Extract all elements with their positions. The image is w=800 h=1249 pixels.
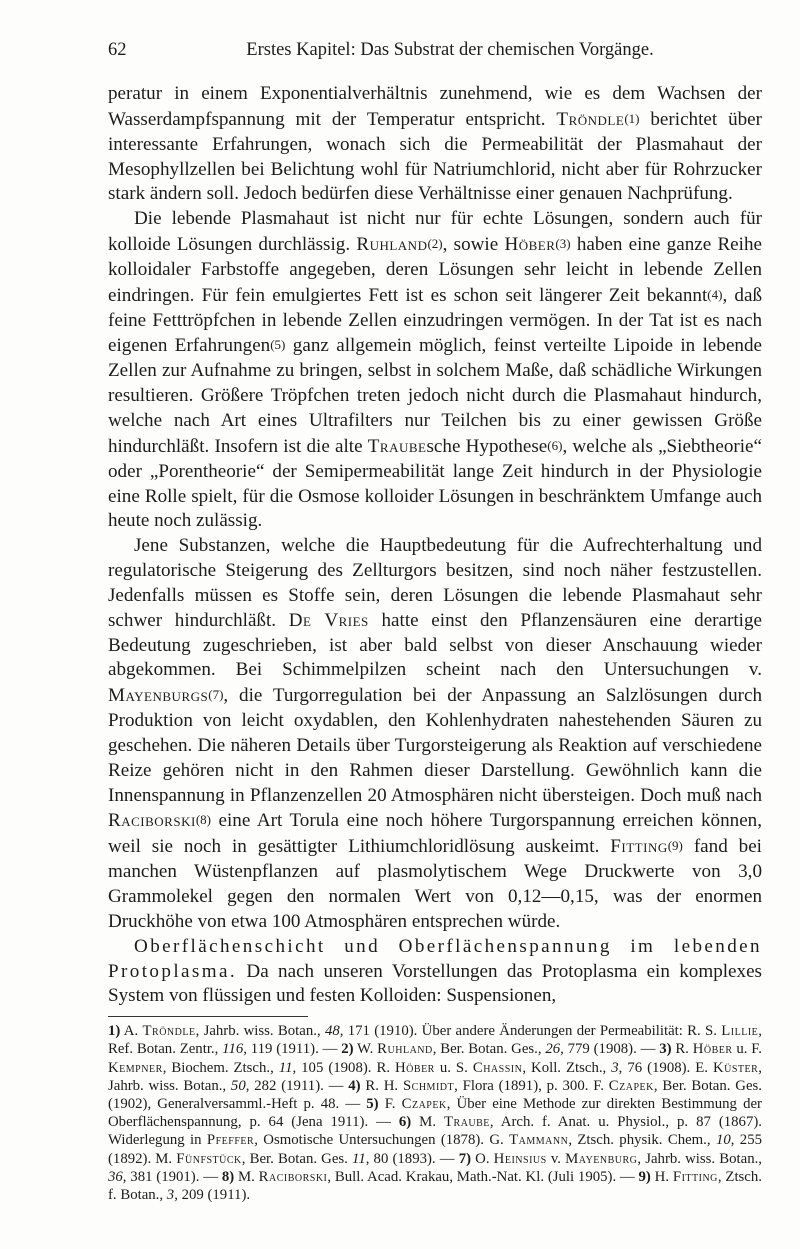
author-name: Höber <box>504 234 556 256</box>
fn-volume: 116 <box>222 1041 244 1058</box>
footnote-ref: (7) <box>208 687 224 703</box>
fn-text: A. <box>120 1023 143 1040</box>
footnote-ref: (5) <box>270 337 286 353</box>
fn-text: , 381 (1901). — <box>122 1168 222 1185</box>
fn-author: Raciborski <box>258 1168 328 1185</box>
footnotes <box>108 1022 762 1204</box>
fn-author: Höber <box>692 1041 733 1058</box>
footnote-number: 5) <box>366 1096 379 1113</box>
footnote-number: 2) <box>341 1041 354 1058</box>
fn-author: Tammann <box>509 1132 569 1149</box>
fn-author: Mayenburg <box>565 1150 638 1167</box>
fn-text: , Jahrb. wiss. Botan., <box>108 1059 762 1094</box>
fn-author: Fitting <box>672 1168 718 1185</box>
text: berichtet über interessante Erfahrungen, wonach sich die Permeabilität der Plasmahaut der Mesophyllzellen bei Belichtung wohl für Natriumchlorid, nicht aber für Rohrzucker stark ändern soll. Jedoch bedürfen diese Verhältnisse einer genauen Nachprüfung. <box>108 108 763 205</box>
footnote-ref: (1) <box>624 110 640 126</box>
fn-text: , 779 (1908). — <box>560 1041 660 1058</box>
text: Jene Substanzen, welche die Hauptbedeutung für die Aufrechterhaltung und regulatorische Steigerung des Zellturgors besitzen, sind noch näher festzustellen. Jedenfalls müssen es Stoffe sein, deren Lösungen die lebende Plasmahaut sehr schwer hindurchläßt. <box>108 535 762 631</box>
footnote-divider <box>108 1016 308 1017</box>
text: , die Turgorregulation bei der Anpassung an Salzlösungen durch Produktion von leicht oxydablen, den Kohlenhydraten nahestehenden Säuren zu geschehen. Die näheren Details über Turgorsteigerung als Reaktion auf verschiedene Reize gehören nicht in den Rahmen dieser Darstellung. Gewöhnlich kann die Innenspannung in Pflanzenzellen 20 Atmosphären nicht übersteigen. Doch muß nach <box>108 685 762 806</box>
fn-text: , 76 (1908). E. <box>618 1059 713 1076</box>
fn-author: Chassin <box>472 1059 523 1076</box>
fn-volume: 48 <box>324 1023 340 1040</box>
main-text <box>108 82 762 1009</box>
fn-text: W. <box>353 1041 378 1058</box>
fn-text: O. <box>471 1150 494 1167</box>
fn-volume: 50 <box>230 1077 246 1094</box>
fn-author: Schmidt <box>402 1077 455 1094</box>
fn-text: u. F. <box>732 1041 762 1058</box>
page-header <box>108 40 762 76</box>
text: sche Hypothese <box>426 435 548 457</box>
section-heading: Oberflächenschicht und Oberflächenspannung im lebenden Protoplasma. <box>108 935 762 982</box>
author-name: Traube <box>367 435 427 457</box>
paragraph-1 <box>108 82 762 207</box>
book-page <box>108 40 762 1204</box>
footnote-ref: (8) <box>195 812 211 828</box>
fn-text: , 282 (1911). — <box>245 1077 349 1094</box>
fn-volume: 26 <box>545 1041 561 1058</box>
fn-text: , 171 (1910). Über andere Änderungen der Permeabilität: R. S. <box>339 1023 722 1040</box>
author-name: Raciborski <box>108 810 196 832</box>
fn-author: Czapek <box>608 1077 654 1094</box>
author-name: Ruhland <box>356 234 428 256</box>
fn-author: Ruhland <box>377 1041 433 1058</box>
fn-text: R. <box>671 1041 693 1058</box>
author-name: Fitting <box>610 836 668 858</box>
fn-text: M. <box>411 1114 444 1131</box>
fn-text: u. S. <box>434 1059 473 1076</box>
fn-author: Czapek <box>401 1096 447 1113</box>
footnote-number: 8) <box>221 1168 235 1185</box>
text: haben eine ganze Reihe kolloidaler Farbstoffe angegeben, deren Lösungen sehr leicht in lebende Zellen eindringen. Für fein emulgiertes Fett ist es schon seit längerer Zeit bekannt <box>108 234 762 306</box>
fn-text: , Arch. f. Anat. u. Physiol., p. 87 (1867). Widerlegung in <box>108 1114 762 1149</box>
footnote-ref: (4) <box>707 286 723 302</box>
text: Die lebende Plasmahaut ist nicht nur für echte Lösungen, sondern auch für kolloide Lösungen durchlässig. <box>108 208 762 256</box>
fn-volume: 36 <box>108 1168 123 1185</box>
fn-text: , Jahrb. wiss. Botan., <box>637 1150 762 1167</box>
text: , welche als „Siebtheorie“ oder „Porentheorie“ der Semipermeabilität lange Zeit hindurch in der Physiologie eine Rolle spielt, für die Osmose kolloider Lösungen in beschränktem Umfange auch heute noch zulässig. <box>108 435 762 532</box>
fn-text: , Ber. Botan. Ges., <box>432 1041 546 1058</box>
fn-author: Fünfstück <box>176 1150 242 1167</box>
fn-text: , Ztsch. physik. Chem., <box>568 1132 716 1149</box>
fn-author: Tröndle <box>142 1023 196 1040</box>
fn-author: Pfeffer <box>206 1132 255 1149</box>
fn-text: R. H. <box>360 1077 403 1094</box>
footnote-number: 9) <box>638 1168 651 1185</box>
fn-author: Küster <box>712 1059 759 1076</box>
fn-text: , 255 (1892). M. <box>108 1132 763 1167</box>
fn-text: , Jahrb. wiss. Botan., <box>195 1023 325 1040</box>
text: , sowie <box>442 234 505 256</box>
fn-text: , 80 (1893). — <box>365 1150 459 1167</box>
fn-volume: 11 <box>278 1059 293 1076</box>
footnote-number: 6) <box>398 1114 412 1131</box>
page-number: 62 <box>108 40 127 60</box>
author-name: Tröndle <box>556 108 625 130</box>
footnote-number: 7) <box>458 1150 472 1167</box>
fn-text: , Ztsch. f. Botan., <box>108 1168 762 1204</box>
fn-author: Traube <box>443 1114 490 1131</box>
fn-text: , 105 (1908). R. <box>292 1059 395 1076</box>
fn-text: F. <box>378 1096 402 1113</box>
fn-author: Höber <box>395 1059 435 1076</box>
fn-author: Kempner <box>108 1059 163 1076</box>
fn-text: , 119 (1911). — <box>243 1041 342 1058</box>
fn-volume: 3 <box>166 1187 175 1204</box>
fn-volume: 3 <box>611 1059 619 1076</box>
fn-text: H. <box>650 1168 673 1185</box>
footnote-ref: (6) <box>547 437 563 453</box>
fn-volume: 11 <box>352 1150 366 1167</box>
fn-volume: 10 <box>715 1132 731 1149</box>
footnote-ref: (9) <box>667 838 683 854</box>
paragraph-3 <box>108 534 762 935</box>
text: eine Art Torula eine noch höhere Turgorspannung erreichen können, weil sie noch in gesättigter Lithiumchloridlösung auskeimt. <box>108 810 762 858</box>
fn-text: , Flora (1891), p. 300. F. <box>454 1077 609 1094</box>
footnote-ref: (2) <box>427 236 443 252</box>
fn-author: Heinsius <box>493 1150 547 1167</box>
footnote-ref: (3) <box>555 236 571 252</box>
paragraph-4 <box>108 935 762 1010</box>
fn-text: v. <box>546 1150 566 1167</box>
fn-text: , Osmotische Untersuchungen (1878). G. <box>254 1132 510 1149</box>
text: Da nach unseren Vorstellungen das Protoplasma ein komplexes System von flüssigen und festen Kolloiden: Suspensionen, <box>108 960 762 1007</box>
fn-author: Lillie <box>721 1023 759 1040</box>
fn-text: , Biochem. Ztsch., <box>162 1059 279 1076</box>
fn-text: , Koll. Ztsch., <box>522 1059 612 1076</box>
fn-text: , Ref. Botan. Zentr., <box>108 1023 762 1058</box>
text: hatte einst den Pflanzensäuren eine derartige Bedeutung zugeschrieben, ist aber bald selbst von dieser Anschauung wieder abgekommen. Bei Schimmelpilzen scheint nach den Untersuchungen v. <box>108 609 762 681</box>
footnote-number: 4) <box>348 1077 361 1094</box>
running-title: Erstes Kapitel: Das Substrat der chemischen Vorgänge. <box>246 40 654 60</box>
fn-text: , Ber. Botan. Ges. (1902), Generalversamml.-Heft p. 48. — <box>108 1077 762 1113</box>
footnote-number: 3) <box>659 1041 672 1058</box>
fn-text: M. <box>234 1168 259 1185</box>
fn-text: , Über eine Methode zur direkten Bestimmung der Oberflächenspannung, p. 64 (Jena 1911). — <box>108 1096 762 1131</box>
text: fand bei manchen Wüstenpflanzen auf plasmolytischem Wege Druckwerte von 3,0 Grammolekel gegen den normalen Wert von 0,12—0,15, was der enormen Druckhöhe von etwa 100 Atmosphären entsprechen würde. <box>108 836 762 932</box>
author-name: De Vries <box>288 609 369 631</box>
text: , daß feine Fetttröpfchen in lebende Zellen einzudringen vermögen. In der Tat ist es nach eigenen Erfahrungen <box>108 284 762 357</box>
text: ganz allgemein möglich, feinst verteilte Lipoide in lebende Zellen zur Aufnahme zu bringen, selbst in solchem Maße, daß schädliche Wirkungen resultieren. Größere Tröpfchen treten jedoch nicht durch die Plasmahaut hindurch, welche nach Art eines Ultrafilters nur Teilchen bis zu einer gewissen Größe hindurchläßt. Insofern ist die alte <box>108 335 762 457</box>
paragraph-2 <box>108 207 762 534</box>
text: peratur in einem Exponentialverhältnis zunehmend, wie es dem Wachsen der Wasserdampfspannung mit der Temperatur entspricht. <box>108 83 762 130</box>
author-name: Mayenburgs <box>108 685 209 707</box>
footnote-number: 1) <box>108 1023 121 1040</box>
fn-text: , 209 (1911). <box>174 1187 251 1204</box>
fn-text: , Bull. Acad. Krakau, Math.-Nat. Kl. (Juli 1905). — <box>327 1168 639 1185</box>
fn-text: , Ber. Botan. Ges. <box>241 1150 353 1167</box>
